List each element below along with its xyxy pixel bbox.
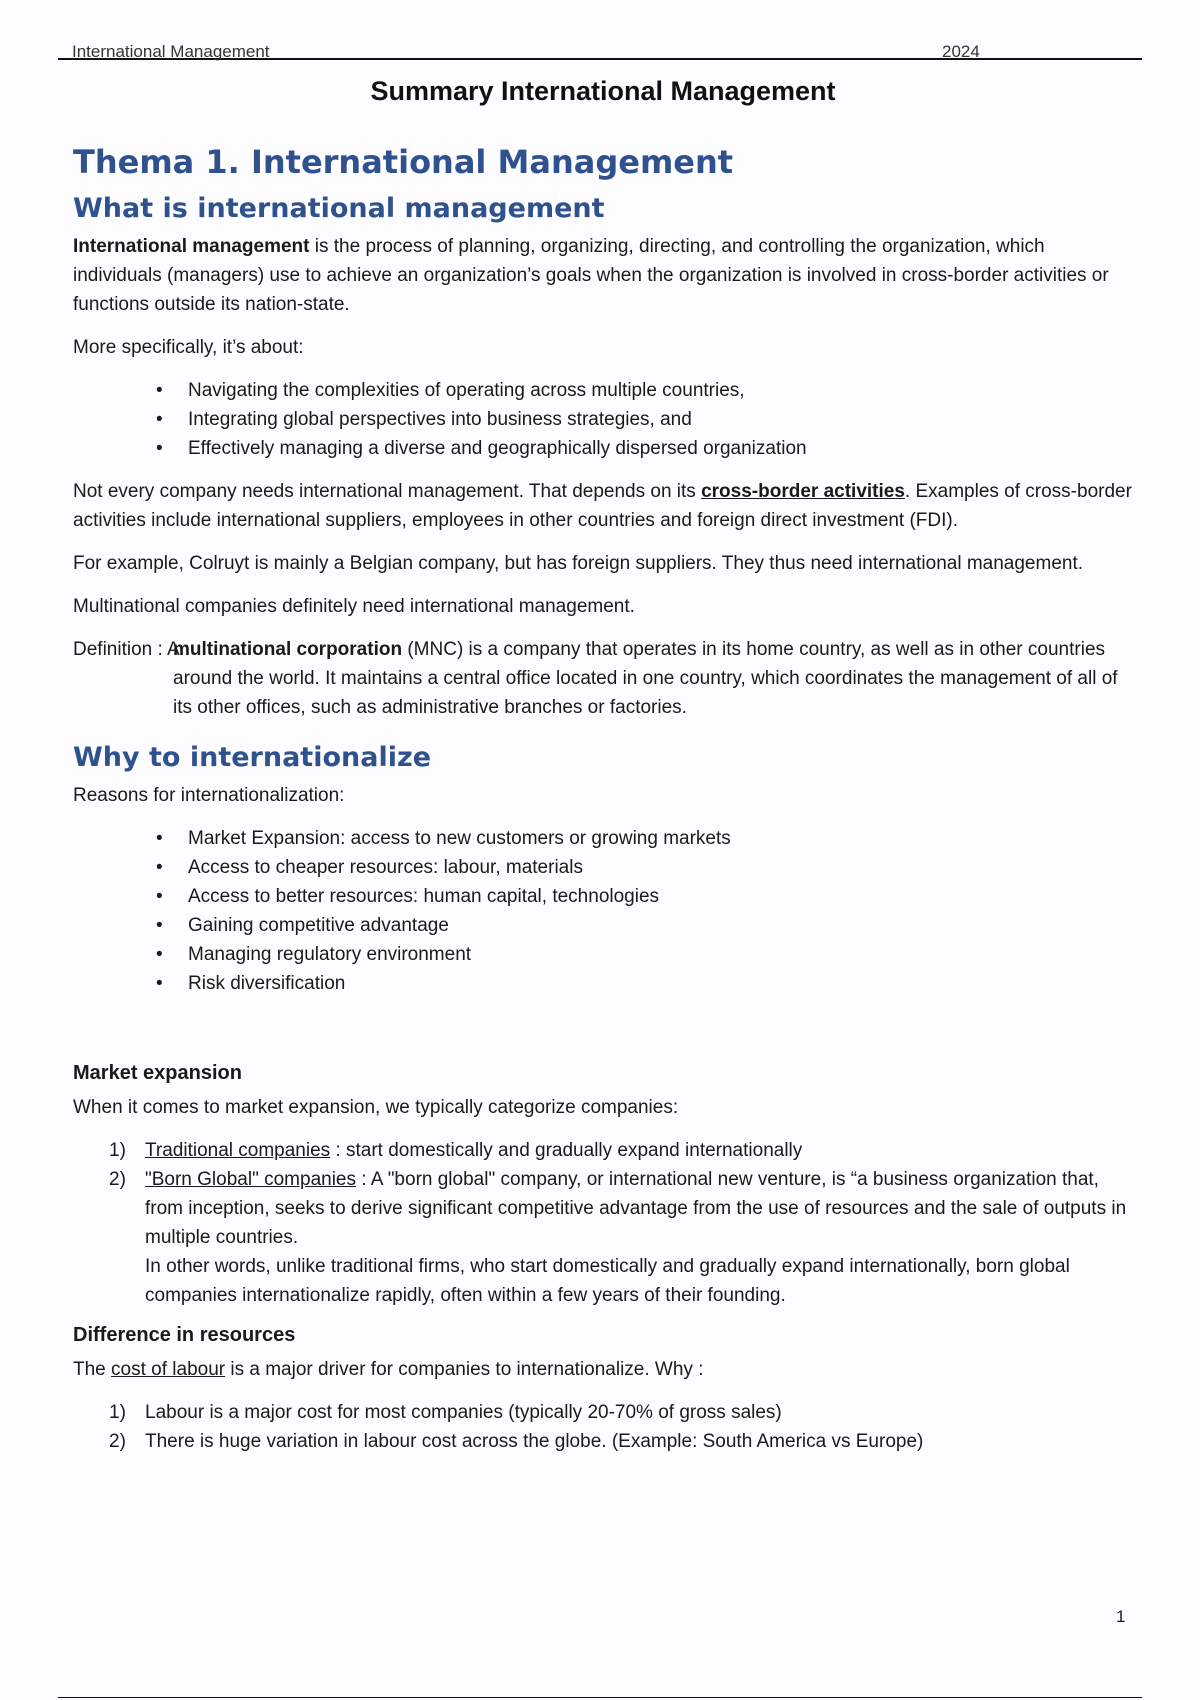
list-item: • Risk diversification [188, 969, 1133, 998]
thema-heading: Thema 1. International Management [73, 143, 734, 181]
market-intro: When it comes to market expansion, we typically categorize companies: [73, 1097, 679, 1118]
list-item: 1) Traditional companies : start domestically and gradually expand internationally [109, 1140, 803, 1161]
list-item: • Effectively managing a diverse and geographically dispersed organization [188, 434, 1133, 463]
footer-divider [58, 1697, 1142, 1698]
about-bullet-list [73, 376, 1133, 463]
market-numbered-list [73, 1136, 1133, 1310]
definition-label: Definition : A [73, 639, 180, 660]
mnc-definition: Definition : A multinational corporation (MNC) is a company that operates in its home country, as well as in other countries around the world. It maintains a central office located in one country, which coordinates the management of all of its other offices, such as administrative branches or factories. [73, 635, 1133, 722]
page-number: 1 [1116, 1607, 1126, 1626]
term-mnc: multinational corporation [173, 639, 403, 660]
term-traditional: Traditional companies [145, 1140, 331, 1161]
reasons-bullet-list [73, 824, 1133, 998]
section-heading-what: What is international management [73, 193, 605, 224]
header-left-text: International Management [72, 42, 270, 61]
definition-paragraph: International management is the process of planning, organizing, directing, and controlling the organization, which individuals (managers) use to achieve an organization’s goals when the organization is involved in cross-border activities or functions outside its nation-state. [73, 236, 1109, 315]
document-title: Summary International Management [370, 76, 836, 106]
term-cost-of-labour: cost of labour [111, 1359, 226, 1380]
list-item: • Managing regulatory environment [188, 940, 1133, 969]
multinational-paragraph: Multinational companies definitely need international management. [73, 596, 635, 617]
list-item: 2) "Born Global" companies : A "born global" company, or international new venture, is “a business organization that, from inception, seeks to derive significant competitive advantage from the use of resources and the sale of outputs in multiple countries. In other words, unlike traditional firms, who start domestically and gradually expand internationally, born global companies internationalize rapidly, often within a few years of their founding. [109, 1169, 1127, 1306]
document-body [73, 72, 1133, 1470]
market-expansion-heading: Market expansion [73, 1062, 242, 1084]
term-born-global: "Born Global" companies [145, 1169, 356, 1190]
list-item: • Integrating global perspectives into business strategies, and [188, 405, 1133, 434]
list-item: • Access to better resources: human capital, technologies [188, 882, 1133, 911]
list-item: 2) There is huge variation in labour cost across the globe. (Example: South America vs Europe) [109, 1431, 924, 1452]
term-international-management: International management [73, 236, 310, 257]
term-cross-border: cross-border activities [701, 481, 905, 502]
list-item: • Navigating the complexities of operating across multiple countries, [188, 376, 1133, 405]
list-item: 1) Labour is a major cost for most companies (typically 20-70% of gross sales) [109, 1402, 782, 1423]
resources-heading: Difference in resources [73, 1324, 296, 1346]
header-year: 2024 [942, 42, 980, 61]
resources-intro: The cost of labour is a major driver for companies to internationalize. Why : [73, 1359, 704, 1380]
more-specifically-text: More specifically, it’s about: [73, 337, 304, 358]
list-item: • Access to cheaper resources: labour, materials [188, 853, 1133, 882]
page-header [58, 40, 1142, 60]
section-heading-why: Why to internationalize [73, 742, 432, 773]
list-item: • Market Expansion: access to new customers or growing markets [188, 824, 1133, 853]
resources-numbered-list [73, 1398, 1133, 1456]
colruyt-paragraph: For example, Colruyt is mainly a Belgian company, but has foreign suppliers. They thus need international management. [73, 553, 1084, 574]
reasons-intro: Reasons for internationalization: [73, 785, 345, 806]
cross-border-paragraph: Not every company needs international management. That depends on its cross-border activities. Examples of cross-border activities include international suppliers, employees in other countries and foreign direct investment (FDI). [73, 481, 1132, 531]
list-item: • Gaining competitive advantage [188, 911, 1133, 940]
